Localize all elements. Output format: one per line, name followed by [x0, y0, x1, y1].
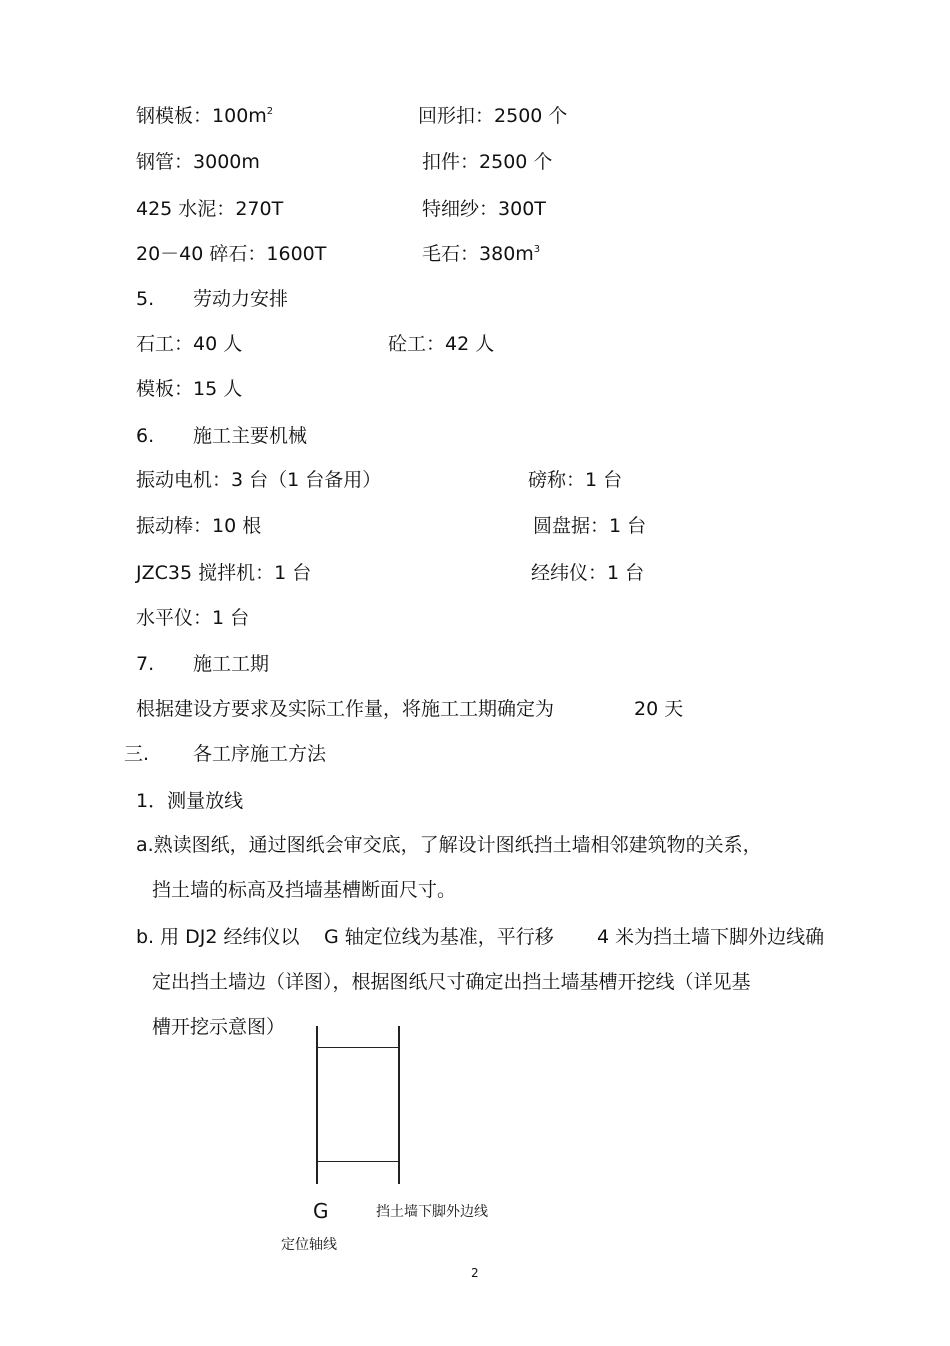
material-label: 回形扣：	[418, 105, 495, 127]
axis-name-label: 定位轴线	[281, 1237, 337, 1253]
top-crossbar	[316, 1047, 400, 1048]
material-value: 270T	[235, 198, 284, 220]
material-cement	[136, 197, 283, 221]
unit-superscript: 2	[266, 106, 274, 117]
schedule-text: 根据建设方要求及实际工作量，将施工工期确定为	[136, 698, 555, 720]
machine-value: 3 台（1 台备用）	[231, 469, 382, 491]
material-rubble	[422, 242, 540, 266]
material-label: 425 水泥：	[136, 198, 236, 220]
machine-value: 1 台	[585, 469, 623, 491]
machine-label: JZC35 搅拌机：	[136, 562, 275, 584]
material-value: 2500 个	[494, 105, 568, 127]
machine-scale	[528, 468, 622, 492]
subsection-survey: 1．测量放线	[136, 790, 244, 812]
material-value: 100m	[212, 105, 267, 127]
axis-letter-label: G	[313, 1199, 329, 1223]
machine-label: 振动棒：	[136, 515, 213, 537]
material-value: 380m	[479, 243, 534, 265]
machine-value: 1 台	[212, 607, 250, 629]
material-value: 3000m	[193, 151, 260, 173]
material-loop-clamp	[418, 104, 567, 128]
machine-theodolite	[531, 561, 644, 585]
material-fastener	[422, 150, 552, 174]
material-steel-pipe	[136, 150, 260, 174]
section3-number: 三.	[124, 743, 150, 765]
schedule-days: 20 天	[634, 698, 684, 720]
item-b-line3: 槽开挖示意图）	[152, 1016, 286, 1038]
page-number: 2	[471, 1266, 479, 1280]
machine-label: 经纬仪：	[531, 562, 608, 584]
machinery-heading: 施工主要机械	[193, 425, 308, 447]
wall-edge-label: 挡土墙下脚外边线	[376, 1204, 488, 1220]
labor-value: 40 人	[193, 333, 243, 355]
labor-mason	[136, 332, 242, 356]
item-a-line1: a.熟读图纸，通过图纸会审交底，了解设计图纸挡土墙相邻建筑物的关系，	[136, 834, 762, 856]
material-label: 特细纱：	[422, 198, 499, 220]
item-b-line1-part3: 4 米为挡土墙下脚外边线确	[597, 926, 825, 948]
labor-label: 石工：	[136, 333, 194, 355]
material-gravel	[136, 242, 326, 266]
item-b-line1-part1: b. 用 DJ2 经纬仪以	[136, 926, 300, 948]
unit-superscript: 3	[533, 244, 541, 255]
machinery-heading-number: 6.	[136, 425, 155, 447]
machine-value: 1 台	[609, 515, 647, 537]
material-steel-formwork	[136, 104, 273, 128]
item-b-line1-part2: G 轴定位线为基准，平行移	[324, 926, 554, 948]
material-value: 1600T	[266, 243, 327, 265]
machine-level	[136, 606, 249, 630]
schedule-heading: 施工工期	[193, 653, 270, 675]
machine-value: 1 台	[274, 562, 312, 584]
machine-mixer	[136, 561, 311, 585]
machine-label: 磅称：	[528, 469, 586, 491]
material-label: 毛石：	[422, 243, 480, 265]
machine-circular-saw	[533, 514, 646, 538]
bottom-crossbar	[316, 1161, 400, 1162]
material-label: 钢管：	[136, 151, 194, 173]
section3-heading: 各工序施工方法	[193, 743, 327, 765]
labor-heading: 劳动力安排	[193, 288, 289, 310]
machine-vibrator-motor	[136, 468, 381, 492]
labor-label: 砼工：	[388, 333, 446, 355]
labor-formwork	[136, 377, 242, 401]
material-value: 2500 个	[479, 151, 553, 173]
machine-label: 振动电机：	[136, 469, 232, 491]
labor-heading-number: 5.	[136, 288, 155, 310]
machine-value: 1 台	[607, 562, 645, 584]
machine-label: 水平仪：	[136, 607, 213, 629]
labor-value: 42 人	[445, 333, 495, 355]
material-label: 钢模板：	[136, 105, 213, 127]
material-value: 300T	[498, 198, 546, 220]
material-label: 扣件：	[422, 151, 480, 173]
material-fine-sand	[422, 197, 546, 221]
machine-vibrator-rod	[136, 514, 261, 538]
machine-label: 圆盘据：	[533, 515, 610, 537]
labor-value: 15 人	[193, 378, 243, 400]
material-label: 20－40 碎石：	[136, 243, 267, 265]
item-b-line2: 定出挡土墙边（详图），根据图纸尺寸确定出挡土墙基槽开挖线（详见基	[152, 971, 751, 993]
machine-value: 10 根	[212, 515, 262, 537]
item-a-line2: 挡土墙的标高及挡墙基槽断面尺寸。	[152, 879, 457, 901]
schedule-heading-number: 7.	[136, 653, 155, 675]
labor-label: 模板：	[136, 378, 194, 400]
labor-concrete	[388, 332, 494, 356]
